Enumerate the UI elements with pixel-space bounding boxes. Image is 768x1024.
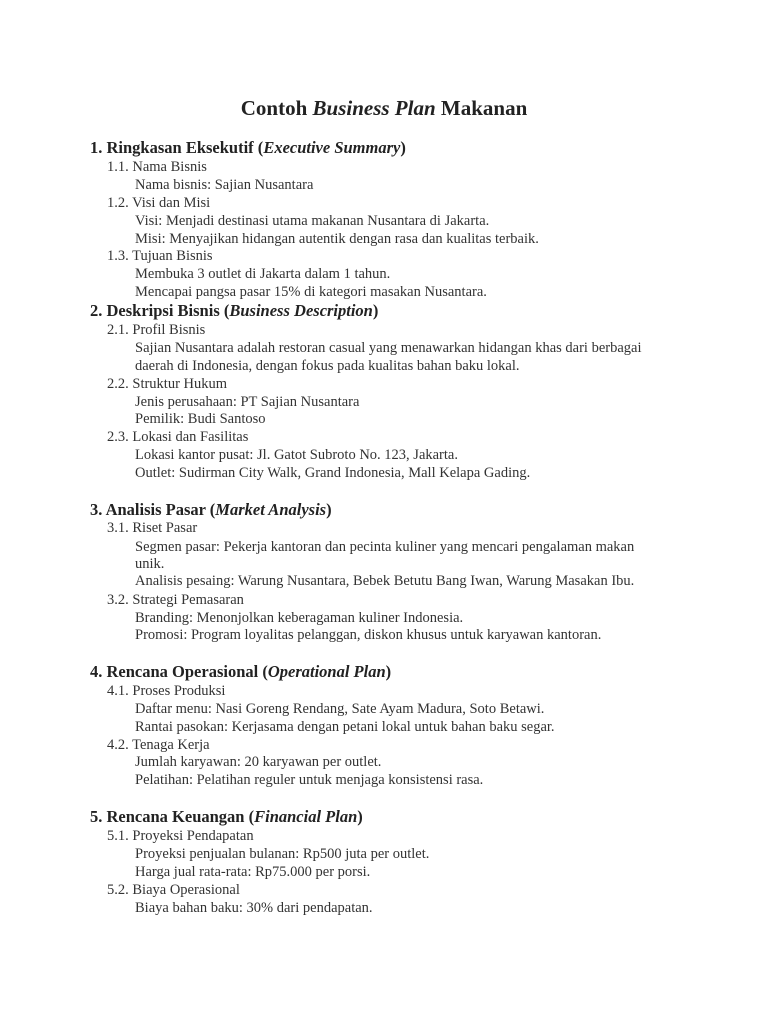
subsection-label: 1.1. Nama Bisnis bbox=[107, 159, 207, 175]
subsection-label: 1.3. Tujuan Bisnis bbox=[107, 248, 213, 264]
heading-text-end: ) bbox=[357, 807, 363, 826]
heading-text-end: ) bbox=[385, 662, 392, 681]
heading-italic: Operational Plan bbox=[267, 662, 386, 681]
heading-text: 4. Rencana Operasional ( bbox=[90, 662, 268, 681]
heading-text: 2. Deskripsi Bisnis ( bbox=[90, 301, 230, 320]
subsection-label: 2.3. Lokasi dan Fasilitas bbox=[107, 429, 249, 445]
heading-text-end: ) bbox=[326, 500, 332, 519]
subsection-label: 2.1. Profil Bisnis bbox=[107, 322, 206, 338]
content-line: Daftar menu: Nasi Goreng Rendang, Sate Ayam Madura, Soto Betawi. bbox=[135, 701, 545, 717]
heading-italic: Market Analysis bbox=[215, 500, 327, 519]
content-line: Jenis perusahaan: PT Sajian Nusantara bbox=[135, 394, 360, 410]
subsection-label: 1.2. Visi dan Misi bbox=[107, 195, 211, 211]
content-line: Nama bisnis: Sajian Nusantara bbox=[135, 177, 314, 193]
content-line: Membuka 3 outlet di Jakarta dalam 1 tahun. bbox=[135, 266, 391, 282]
subsection-label: 4.2. Tenaga Kerja bbox=[107, 737, 210, 753]
subsection-label: 5.2. Biaya Operasional bbox=[107, 882, 240, 898]
content-line: unik. bbox=[135, 556, 165, 572]
heading-text-end: ) bbox=[400, 138, 406, 157]
content-line: Sajian Nusantara adalah restoran casual yang menawarkan hidangan khas dari berbagai bbox=[135, 340, 642, 356]
content-line: Pemilik: Budi Santoso bbox=[135, 411, 266, 427]
content-line: Rantai pasokan: Kerjasama dengan petani lokal untuk bahan baku segar. bbox=[135, 719, 555, 735]
subsection-label: 2.2. Struktur Hukum bbox=[107, 376, 228, 392]
content-line: Promosi: Program loyalitas pelanggan, diskon khusus untuk karyawan kantoran. bbox=[135, 627, 602, 643]
subsection-label: 4.1. Proses Produksi bbox=[107, 683, 226, 699]
content-line: Mencapai pangsa pasar 15% di kategori masakan Nusantara. bbox=[135, 284, 487, 300]
subsection-label: 3.2. Strategi Pemasaran bbox=[107, 592, 244, 608]
content-line: Branding: Menonjolkan keberagaman kuliner Indonesia. bbox=[135, 610, 464, 626]
content-line: Analisis pesaing: Warung Nusantara, Bebek Betutu Bang Iwan, Warung Masakan Ibu. bbox=[135, 573, 635, 589]
heading-text-end: ) bbox=[372, 301, 379, 320]
content-line: Jumlah karyawan: 20 karyawan per outlet. bbox=[135, 754, 382, 770]
content-line: Segmen pasar: Pekerja kantoran dan pecinta kuliner yang mencari pengalaman makan bbox=[135, 539, 635, 555]
subsection-label: 5.1. Proyeksi Pendapatan bbox=[107, 828, 254, 844]
section-heading bbox=[90, 138, 406, 158]
content-line: Biaya bahan baku: 30% dari pendapatan. bbox=[135, 900, 373, 916]
section-heading bbox=[90, 301, 378, 321]
title-italic: Business Plan bbox=[312, 96, 436, 120]
content-line: Misi: Menyajikan hidangan autentik dengan rasa dan kualitas terbaik. bbox=[135, 231, 539, 247]
content-line: Harga jual rata-rata: Rp75.000 per porsi. bbox=[135, 864, 371, 880]
title-text: Contoh bbox=[240, 96, 313, 120]
content-line: Visi: Menjadi destinasi utama makanan Nusantara di Jakarta. bbox=[135, 213, 490, 229]
content-line: Proyeksi penjualan bulanan: Rp500 juta per outlet. bbox=[135, 846, 430, 862]
heading-text: 3. Analisis Pasar ( bbox=[90, 500, 216, 519]
heading-text: 5. Rencana Keuangan ( bbox=[90, 807, 255, 826]
subsection-label: 3.1. Riset Pasar bbox=[107, 520, 198, 536]
heading-italic: Financial Plan bbox=[254, 807, 358, 826]
section-heading bbox=[90, 500, 332, 520]
heading-italic: Executive Summary bbox=[263, 138, 401, 157]
heading-italic: Business Description bbox=[229, 301, 373, 320]
section-heading bbox=[90, 807, 363, 827]
content-line: Outlet: Sudirman City Walk, Grand Indonesia, Mall Kelapa Gading. bbox=[135, 465, 531, 481]
section-heading bbox=[90, 662, 391, 682]
content-line: Pelatihan: Pelatihan reguler untuk menjaga konsistensi rasa. bbox=[135, 772, 484, 788]
page-title bbox=[0, 94, 768, 122]
heading-text: 1. Ringkasan Eksekutif ( bbox=[90, 138, 264, 157]
content-line: daerah di Indonesia, dengan fokus pada kualitas bahan baku lokal. bbox=[135, 358, 520, 374]
title-text-end: Makanan bbox=[435, 96, 528, 120]
content-line: Lokasi kantor pusat: Jl. Gatot Subroto No. 123, Jakarta. bbox=[135, 447, 458, 463]
